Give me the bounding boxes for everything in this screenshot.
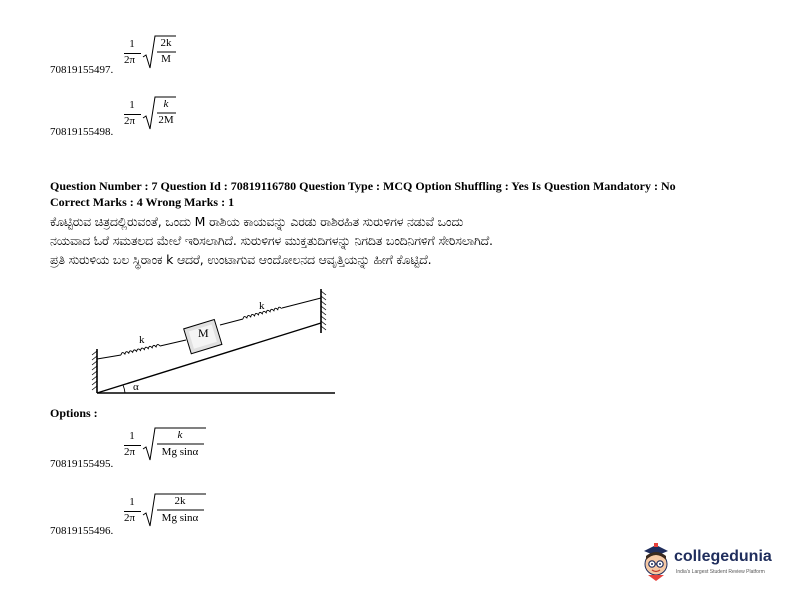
right-spring [220, 298, 321, 325]
option-id: 70819155496. [50, 525, 114, 537]
radicand-numerator: 2k [174, 495, 186, 507]
collegedunia-logo[interactable] [638, 540, 778, 584]
coef-numerator: 1 [129, 38, 135, 50]
radicand-denominator: M [161, 53, 171, 65]
question-text-line-3: ಪ್ರತಿ ಸುರುಳಿಯ ಬಲ ಸ್ಥಿರಾಂಕ k ಆದರೆ, ಉಂಟಾಗುವ ಆಂದೋಲನದ ಆವೃತ್ತಿಯನ್ನು ಹೀಗೆ ಕೊಟ್ಟಿದೆ. [50, 252, 432, 267]
coef-numerator: 1 [129, 430, 135, 442]
coef-denominator: 2π [124, 54, 136, 66]
question-text-line-2: ನಯವಾದ ಓರೆ ಸಮತಲದ ಮೇಲೆ ಇರಿಸಲಾಗಿದೆ. ಸುರುಳಿಗಳ ಮುಕ್ತತುದಿಗಳನ್ನು ನಿಗದಿತ ಬಂದಿನಿಗಳಿಗೆ ಸೇರಿಸಲಾಗಿದೆ. [50, 233, 493, 248]
option-id: 70819155498. [50, 126, 114, 138]
right-spring-label: k [259, 300, 265, 312]
radicand-numerator: k [163, 98, 169, 110]
student-avatar-icon [638, 542, 674, 582]
option-id: 70819155495. [50, 458, 114, 470]
option-id: 70819155497. [50, 64, 114, 76]
left-spring-label: k [139, 334, 145, 346]
block-label: M [198, 326, 209, 340]
brand-name: collegedunia [674, 548, 772, 565]
marks-line: Correct Marks : 4 Wrong Marks : 1 [50, 195, 235, 209]
coef-denominator: 2π [124, 446, 136, 458]
radicand-numerator: k [177, 429, 183, 441]
inclined-plane-figure [85, 285, 345, 400]
radicand-denominator: Mg sinα [161, 446, 199, 458]
coef-denominator: 2π [124, 512, 136, 524]
radicand-denominator: 2M [158, 114, 174, 126]
question-header: Question Number : 7 Question Id : 70819116780 Question Type : MCQ Option Shuffling : Yes Is Question Mandatory : No [50, 179, 676, 193]
coef-numerator: 1 [129, 496, 135, 508]
coef-denominator: 2π [124, 115, 136, 127]
angle-label: α [133, 381, 139, 393]
question-text-line-1: ಕೊಟ್ಟಿರುವ ಚಿತ್ರದಲ್ಲಿರುವಂತೆ, ಒಂದು M ರಾಶಿಯ ಕಾಯವನ್ನು ಎರಡು ರಾಶಿರಹಿತ ಸುರುಳಿಗಳ ನಡುವೆ ಒಂದು [50, 214, 464, 229]
brand-tagline: India's Largest Student Review Platform [676, 569, 765, 575]
coef-numerator: 1 [129, 99, 135, 111]
radicand-numerator: 2k [160, 37, 172, 49]
angle-arc [123, 385, 125, 393]
radicand-denominator: Mg sinα [161, 512, 199, 524]
options-label: Options : [50, 406, 98, 420]
